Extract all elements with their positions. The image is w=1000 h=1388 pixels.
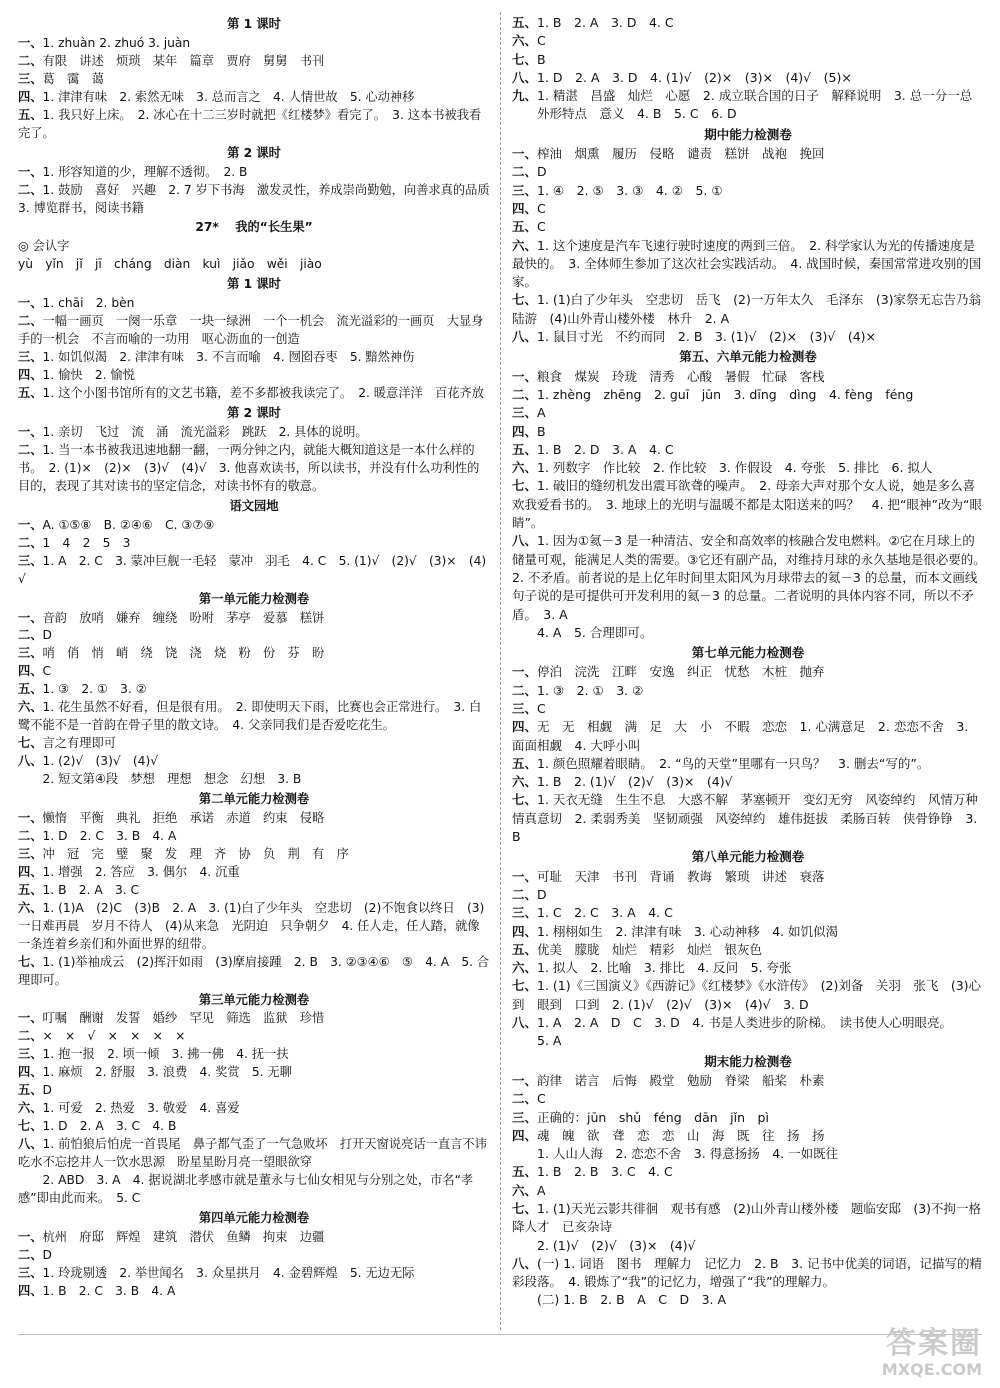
section-heading: 期中能力检测卷 [704,126,792,142]
section-heading: 第 2 课时 [227,145,281,160]
section-heading: 第七单元能力检测卷 [691,645,805,661]
answer-line: 九、1. 精湛 昌盛 灿烂 心愿 2. 成立联合国的日子 解释说明 3. 总一分一总 [512,88,973,104]
answer-line: 六、1. 这个速度是汽车飞速行驶时速度的两到三倍。 2. 科学家认为光的传播速度是最快的。 3. 全体师生参加了这次社会实践活动。 4. 战国时候，秦国常常进攻别的国家。 [512,237,982,290]
answer-line: 一、叮嘱 酬谢 发誓 婚纱 罕见 筛选 监狱 珍惜 [18,1011,325,1026]
section-heading: 第 1 课时 [227,17,281,31]
answer-line: 二、1. zhèng zhēng 2. guī jūn 3. dīng dìng 4. fèng féng [512,386,914,402]
answer-line: 三、1. 抱一报 2. 顷一倾 3. 拂一佛 4. 抚一扶 [18,1047,289,1062]
answer-line: 一、可耻 天津 书刊 背诵 教诲 繁琐 讲述 衰落 [512,868,825,884]
section-heading: 第一单元能力检测卷 [198,591,310,606]
answer-line: 一、1. 亲切 飞过 流 涌 流光溢彩 跳跃 2. 具体的说明。 [18,424,368,439]
answer-line: 七、1. (1)白了少年头 空悲切 岳飞 (2)一万年太久 毛泽东 (3)家祭无忘告乃翁 陆游 (4)山外青山楼外楼 林升 2. A [512,292,994,326]
answer-line: 二、1. 鼓励 喜好 兴趣 2. 7 岁下书海 激发灵性，养成崇尚勤勉，向善求真的品质 3. 博览群书，阅读书籍 [18,182,502,215]
column-divider [500,12,502,1330]
section-heading: 第三单元能力检测卷 [198,992,310,1007]
answer-line: 五、1. 我只好上床。 2. 冰心在十二三岁时就把《红楼梦》看完了。 3. 这本书被我看完了。 [18,107,482,140]
answer-line: 一、韵律 诺言 后悔 殿堂 勉励 脊梁 船桨 朴素 [512,1072,825,1088]
answer-line: 六、1. (1)A (2)C (3)B 2. A 3. (1)白了少年头 空悲切 (2)不饱食以终日 (3)一日难再晨 岁月不待人 (4)从来急 光阴迫 只争朝夕 4. 任人走，任人踏，就像一条连着乡亲们和外面世界的纽带。 [18,900,485,951]
answer-line: 四、C [512,200,546,216]
answer-line: 二、1. ③ 2. ① 3. ② [512,682,644,698]
section-heading: 期末能力检测卷 [704,1053,792,1069]
answer-line: 二、D [512,886,547,902]
answer-line: 六、1. 拟人 2. 比喻 3. 排比 4. 反问 5. 夸张 [512,960,792,976]
answer-line: 二、1. D 2. C 3. B 4. A [18,828,177,843]
answer-line: 二、D [512,164,547,180]
answer-line: 一、杭州 府邸 辉煌 建筑 潜伏 鱼鳞 拘束 边疆 [18,1229,325,1244]
answer-line: 三、1. ④ 2. ⑤ 3. ③ 4. ② 5. ① [512,182,723,198]
answer-line: 三、1. 如饥似渴 2. 津津有味 3. 不言而喻 4. 囫囵吞枣 5. 黯然神伤 [18,350,415,365]
answer-line: 四、1. 栩栩如生 2. 津津有味 3. 心动神移 4. 如饥似渴 [512,923,839,939]
answer-line: 六、1. 列数字 作比较 2. 作比较 3. 作假设 4. 夸张 5. 排比 6. 拟人 [512,460,933,476]
left-column [18,14,502,1301]
watermark-url: MXQE.COM [881,1360,982,1379]
section-heading: 第四单元能力检测卷 [198,1210,310,1225]
answer-line: 一、粮食 煤炭 玲珑 清秀 心酸 暑假 忙碌 客栈 [512,368,825,384]
answer-line: 六、1. B 2. (1)√ (2)√ (3)× (4)√ [512,774,733,790]
answer-line: 三、C [512,700,546,716]
answer-line: 六、1. 可爱 2. 热爱 3. 敬爱 4. 喜爱 [18,1101,240,1116]
answer-line: 三、葛 霭 蔼 [18,71,104,86]
answer-line: 二、1 4 2 5 3 [18,535,131,550]
watermark [832,1328,982,1384]
answer-line: 二、D [18,1247,52,1262]
answer-line: 三、冲 冠 完 璧 聚 发 理 齐 协 负 荆 有 序 [18,846,349,861]
answer-line: 七、1. (1)天光云影共徘徊 观书有感 (2)山外青山楼外楼 题临安邸 (3)不拘一格降人才 已亥杂诗 [512,1201,982,1235]
answer-line: 五、1. 颜色照耀着眼睛。 2. “鸟的天堂”里哪有一只鸟？ 3. 删去“写的”。 [512,755,930,771]
section-heading: 语文园地 [229,498,279,513]
section-heading: 第二单元能力检测卷 [198,792,310,807]
answer-line: 七、1. D 2. A 3. C 4. B [18,1119,177,1134]
answer-line: 六、C [512,33,546,49]
answer-line: 八、1. 因为①氦－3 是一种清洁、安全和高效率的核融合发电燃料。②它在月球上的储量可观，能满足人类的需要。③它还有副产品，对维持月球的永久基地是很必要的。 2. 不矛盾。前者说的是上亿年时间里太阳风为月球带去的氦－3 的总量，而本文画线句子说的是可提供可开发利用的氦－3 的总量。二者说明的具体内容不同，所以不矛盾。 3. A [512,533,992,622]
answer-line: 四、1. 愉快 2. 愉悦 [18,368,135,383]
answer-line: 一、1. 形容知道的少，理解不透彻。 2. B [18,164,248,179]
answer-line: 四、魂 魄 欲 聋 恋 恋 山 海 既 往 扬 扬 [512,1127,825,1143]
watermark-logo: 答案圈 [886,1326,982,1361]
answer-line: 四、无 无 相觑 满 足 大 小 不暇 恋恋 1. 心满意足 2. 恋恋不舍 3. 面面相觑 4. 大呼小叫 [512,719,969,753]
answer-line: 八、1. A 2. A D C 3. D 4. 书是人类进步的阶梯。 读书使人心明眼亮。 [512,1015,952,1031]
answer-line: 1. 人山人海 2. 恋恋不舍 3. 得意扬扬 4. 一如既往 [512,1146,839,1162]
answer-line: 七、言之有理即可 [18,736,116,751]
answer-line: 七、1. (1)举袖成云 (2)挥汗如雨 (3)摩肩接踵 2. B 3. ②③④⑥ ⑤ 4. A 5. 合理即可。 [18,954,490,987]
answer-line: 二、× × √ × × × × [18,1029,186,1044]
answer-line: 八、(一) 1. 词语 图书 理解力 记忆力 2. B 3. 记书中优美的词语，记描写的精彩段落。 4. 锻炼了“我”的记忆力，增强了“我”的理解力。 [512,1255,983,1290]
answer-line: 三、正确的：jūn shǔ féng dān jǐn pì [512,1109,769,1125]
section-heading: 第五、六单元能力检测卷 [679,349,817,365]
right-column [512,14,994,1310]
answer-line: 五、1. 这个小图书馆所有的文艺书籍，差不多都被我读完了。 2. 暖意洋洋 百花齐放 [18,386,485,401]
answer-line: 2. (1)√ (2)√ (3)× (4)√ [512,1237,696,1253]
answer-line: 二、C [512,1091,546,1107]
answer-line: 二、有限 讲述 烦琐 某年 篇章 贾府 舅舅 书刊 [18,53,325,68]
answer-line: 六、A [512,1182,546,1198]
answer-line: 四、1. 增强 2. 答应 3. 偶尔 4. 沉重 [18,864,240,879]
answer-line: 外形特点 意义 4. B 5. C 6. D [512,106,737,122]
answer-line: 5. A [512,1033,562,1049]
answer-line: 三、A [512,405,546,421]
answer-line: 四、1. B 2. C 3. B 4. A [18,1283,176,1298]
section-heading: 27* 我的“长生果” [195,220,313,235]
answer-line: 五、1. B 2. B 3. C 4. C [512,1164,673,1180]
answer-line: 4. A 5. 合理即可。 [512,624,653,640]
answer-line: 三、1. A 2. C 3. 蒙冲巨舰一毛轻 蒙冲 羽毛 4. C 5. (1)√ (2)√ (3)× (4)√ [18,553,487,586]
answer-line: 五、1. B 2. A 3. C [18,882,140,897]
answer-line: 三、1. 玲珑剔透 2. 举世闻名 3. 众星拱月 4. 金碧辉煌 5. 无边无际 [18,1265,415,1280]
section-heading: 第 2 课时 [227,406,281,421]
answer-line: 七、B [512,51,546,67]
answer-line: 二、1. 当一本书被我迅速地翻一翻，一两分钟之内，就能大概知道这是一本什么样的书。 2. (1)× (2)× (3)√ (4)√ 3. 他喜欢读书，所以读书，并没有什么功利性的目的，表现了其对读书的坚定信念，对读书怀有的敬意。 [18,442,480,493]
answer-line: 八、1. 前怕狼后怕虎一首畏尾 鼻子都气歪了一气急败坏 打开天窗说亮话一直言不讳 吃水不忘挖井人一饮水思源 盼星星盼月亮一望眼欲穿 [18,1137,500,1170]
answer-line: 一、音韵 放哨 嫌弃 缠绕 吩咐 茅亭 爱慕 糕饼 [18,610,325,625]
answer-line: 一、懒惰 平衡 典礼 拒绝 承诺 赤道 约束 侵略 [18,810,325,825]
answer-line: 2. 短文第④段 梦想 理想 想念 幻想 3. B [18,772,302,787]
answer-line: 五、C [512,219,546,235]
answer-line: 八、1. (2)√ (3)√ (4)√ [18,754,159,769]
answer-line: 二、一幅一画页 一阕一乐章 一块一绿洲 一个一机会 流光溢彩的一画页 大显身手的一机会 不言而喻的一功用 呕心沥血的一创造 [18,314,484,347]
answer-line: 七、1. 破旧的缝纫机发出震耳欲聋的噪声。 2. 母亲大声对那个女人说，她是多么喜欢我爱看书的。 3. 地球上的光明与温暖不都是太阳送来的吗？ 4. 把“眼神”改为“眼睛”。 [512,478,982,531]
answer-line: 七、1. (1)《三国演义》《西游记》《红楼梦》《水浒传》 (2)刘备 关羽 张飞 (3)心到 眼到 口到 2. (1)√ (2)√ (3)× (4)√ 3. D [512,978,982,1012]
answer-line: 七、1. 天衣无缝 生生不息 大惑不解 茅塞顿开 变幻无穷 风姿绰约 风情万种 情真意切 2. 柔弱秀美 坚韧顽强 风姿绰约 雄伟挺拔 柔肠百转 侠骨铮铮 3. B [512,792,991,845]
answer-line: 一、A. ①⑤⑧ B. ②④⑥ C. ③⑦⑨ [18,517,215,532]
answer-line: 四、1. 津津有味 2. 索然无味 3. 总而言之 4. 人情世故 5. 心动神移 [18,89,415,104]
answer-line: 八、1. 鼠目寸光 不约而同 2. B 3. (1)√ (2)× (3)√ (4)× [512,329,876,345]
answer-line: yù yǐn jǐ jī cháng diàn kuì jiǎo wěi jiào [18,257,322,272]
answer-line: 五、D [18,1083,52,1098]
answer-line: 三、1. C 2. C 3. A 4. C [512,905,673,921]
answer-line: 五、优美 朦胧 灿烂 精彩 灿烂 银灰色 [512,941,763,957]
answer-line: (二) 1. B 2. B A C D 3. A [512,1292,727,1308]
answer-line: 四、1. 麻烦 2. 舒服 3. 浪费 4. 奖赏 5. 无聊 [18,1065,292,1080]
answer-line: 一、停泊 浣洗 江畔 安逸 纠正 忧愁 木桩 抛弃 [512,664,825,680]
section-heading: 第 1 课时 [227,277,281,292]
answer-line: 五、1. ③ 2. ① 3. ② [18,682,147,697]
answer-line: 五、1. B 2. A 3. D 4. C [512,15,674,30]
answer-line: 四、C [18,664,52,679]
answer-line: ◎ 会认字 [18,239,70,254]
answer-line: 四、B [512,423,546,439]
answer-line: 八、1. D 2. A 3. D 4. (1)√ (2)× (3)× (4)√ (5)× [512,69,852,85]
answer-line: 一、1. zhuàn 2. zhuó 3. juàn [18,35,191,50]
answer-line: 2. ABD 3. A 4. 据说湖北孝感市就是董永与七仙女相见与分别之处，市名“孝感”即由此而来。 5. C [18,1173,474,1205]
answer-line: 一、1. chāi 2. bèn [18,296,135,311]
answer-line: 一、榨油 烟熏 履历 侵略 谴责 糕饼 战袍 挽回 [512,146,825,162]
answer-line: 三、哨 俏 悄 峭 绕 饶 浇 烧 粉 份 芬 盼 [18,646,325,661]
section-heading: 第八单元能力检测卷 [691,849,805,865]
answer-line: 二、D [18,628,52,643]
answer-line: 六、1. 花生虽然不好看，但是很有用。 2. 即使明天下雨，比赛也会正常进行。 3. 白鹭不能不是一首韵在骨子里的散文诗。 4. 父亲同我们是否爱吃花生。 [18,700,482,733]
answer-line: 五、1. B 2. D 3. A 4. C [512,441,674,457]
